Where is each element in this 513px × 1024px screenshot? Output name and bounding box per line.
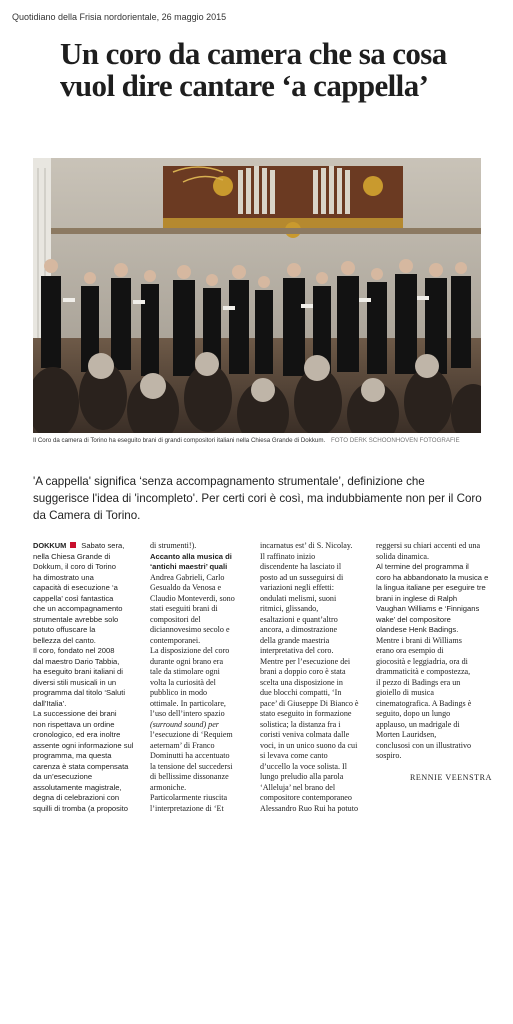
column-line: della grande maestria <box>260 635 330 645</box>
column-line: tale da stimolare ogni <box>150 667 220 676</box>
column-line: La successione dei brani <box>33 709 117 718</box>
column-line: stati eseguiti brani di <box>150 604 218 613</box>
column-line: ancora, a dimostrazione <box>260 625 338 634</box>
column-line: wake’ del compositore <box>376 614 451 624</box>
column-line: ritmici, glissando, <box>260 604 319 613</box>
column-line: gioiello di musica <box>376 688 434 697</box>
column-line: lungo preludio alla parola <box>260 772 344 781</box>
dateline: DOKKUM <box>33 541 67 550</box>
column-line: reggersi su chiari accenti ed una <box>376 541 481 550</box>
column-line: da un’esecuzione <box>33 772 93 781</box>
column-line: conclusosi con un illustrativo <box>376 740 472 750</box>
column-line: Particolarmente riuscita <box>150 793 228 802</box>
column-line: strumentale avrebbe solo <box>33 614 119 624</box>
column-line: nella Chiesa Grande di <box>33 551 111 561</box>
column-line: Il raffinato inizio <box>260 551 316 561</box>
column-line: ottimale. In particolare, <box>150 698 226 708</box>
column-line: Claudio Monteverdi, sono <box>150 593 235 603</box>
column-line: ‘antichi maestri’ quali <box>150 562 228 571</box>
column-line: Dokkum, il coro di Torino <box>33 562 117 571</box>
column-line: applauso, un madrigale di <box>376 719 460 729</box>
column-line: cronologico, ed era inoltre <box>33 730 121 739</box>
column-line: stato eseguito in formazione <box>260 709 352 718</box>
column-line: bellezza del canto. <box>33 635 96 645</box>
column-line: esaltazioni e quant’altro <box>260 614 338 624</box>
column-line: Alessandro Ruo Rui ha potuto <box>260 803 359 813</box>
column-line: compositori del <box>150 614 201 624</box>
column-line: pubblico in modo <box>150 688 208 697</box>
column-line: la tensione del succedersi <box>150 761 233 771</box>
column-line: discendente ha lasciato il <box>260 562 342 571</box>
column-line: diciannovesimo secolo e <box>150 625 230 634</box>
column-line: dall’Italia’. <box>33 698 67 708</box>
column-line: di strumenti!). <box>150 541 197 550</box>
masthead: Quotidiano della Frisia nordorientale, 26 maggio 2015 <box>12 12 227 22</box>
column-line: coro ha abbandonato la musica e <box>376 572 489 582</box>
column-line: Mentre per l’esecuzione dei <box>260 656 351 666</box>
column-line: due blocchi compatti, ‘In <box>260 688 342 697</box>
column-line: programma, ma questa <box>33 751 112 760</box>
article-column-2 <box>150 541 235 814</box>
column-line: si levava come canto <box>260 751 328 760</box>
column-line: Morten Lauridsen, <box>376 730 437 739</box>
column-line: capacità di esecuzione ‘a <box>33 583 118 592</box>
column-line: solida dinamica. <box>376 551 430 561</box>
column-line: di bellissime dissonanze <box>150 772 229 781</box>
column-line: solistica; la distanza fra i <box>260 719 341 729</box>
column-line: Al termine del programma il <box>376 562 469 571</box>
column-line: pace’ di Giuseppe Di Bianco è <box>260 698 359 708</box>
column-line: carenza è stata compensata <box>33 761 129 771</box>
column-line: brani in inglese di Ralph <box>376 593 458 603</box>
column-line: interpretativa del coro. <box>260 646 334 655</box>
column-line: dal maestro Dario Tabbia, <box>33 656 120 666</box>
column-line: ha dimostrato una <box>33 572 94 582</box>
column-line: ondulati melismi, suoni <box>260 593 337 603</box>
column-line: assente ogni informazione sul <box>33 740 134 750</box>
column-line: l’interpretazione di ‘Et <box>150 803 224 813</box>
column-line: diversi stili musicali in un <box>33 677 117 687</box>
column-line: La disposizione del coro <box>150 646 230 655</box>
column-line: (surround sound) per <box>150 719 219 729</box>
choir-photo <box>33 158 481 433</box>
column-line: aeternam’ di Franco <box>150 740 215 750</box>
column-line: Dominutti ha accentuato <box>150 751 230 760</box>
column-line: incarnatus est’ di S. Nicolay. <box>260 541 353 550</box>
article-column-4 <box>376 541 492 783</box>
column-line: coristi veniva colmata dalle <box>260 730 350 739</box>
column-line: drammaticità e compostezza, <box>376 667 471 676</box>
column-line: olandese Henk Badings. <box>376 625 459 634</box>
column-line: Andrea Gabrieli, Carlo <box>150 572 225 582</box>
column-line: giocosità e leggiadria, ora di <box>376 656 468 666</box>
headline: Un coro da camera che sa cosa vuol dire cantare ‘a cappella’ <box>60 36 447 103</box>
column-line: Il coro, fondato nel 2008 <box>33 646 115 655</box>
photo-caption <box>33 437 493 444</box>
column-line: squilli di tromba (a proposito <box>33 803 128 813</box>
lead-paragraph: 'A cappella' significa ‘senza accompagnamento strumentale’, definizione che suggerisce l'idea di 'incompleto'. Per certi cori è così, ma indubbiamente non per il Coro da Camera di Torino. <box>33 475 482 522</box>
column-line: degna di celebrazioni con <box>33 793 120 802</box>
column-line: potuto offuscare la <box>33 625 96 634</box>
column-line: Mentre i brani di Williams <box>376 635 462 645</box>
column-line: il pezzo di Badings era un <box>376 677 461 687</box>
column-line: Vaughan Williams e ‘Finnigans <box>376 604 480 613</box>
column-line: erano ora esempio di <box>376 646 444 655</box>
column-line: programma dal titolo ‘Saluti <box>33 688 126 697</box>
photo-credit: FOTO DERK SCHOONHOVEN FOTOGRAFIE <box>330 437 460 444</box>
column-line: compositore contemporaneo <box>260 793 352 802</box>
column-line: armoniche. <box>150 782 187 792</box>
column-line: Sabato sera, <box>81 541 125 550</box>
article-column-3 <box>260 541 359 814</box>
column-line: volta la curiosità del <box>150 677 216 687</box>
column-line: che un accompagnamento <box>33 604 123 613</box>
column-line: variazioni negli effetti: <box>260 583 335 592</box>
column-line: sospiro. <box>376 751 402 760</box>
column-line: l’uso dell’intero spazio <box>150 709 225 718</box>
column-line: posto ad un susseguirsi di <box>260 572 344 582</box>
article-column-1 <box>33 541 133 814</box>
column-line: brani a doppio coro è stata <box>260 667 346 676</box>
column-line: Accanto alla musica di <box>150 551 232 561</box>
column-line: d’uccello la voce solista. Il <box>260 761 347 771</box>
column-line: voci, in un unico suono da cui <box>260 740 358 750</box>
column-line: la lingua italiane per eseguire tre <box>376 583 486 592</box>
column-line: ‘Alleluja’ nel brano del <box>260 782 336 792</box>
column-line: scelta una disposizione in <box>260 677 343 687</box>
column-line: assolutamente magistrale, <box>33 782 122 792</box>
column-line: contemporanei. <box>150 635 201 645</box>
column-line: non rispettava un ordine <box>33 719 115 729</box>
column-line: seguito, dopo un lungo <box>376 709 451 718</box>
column-line: l’esecuzione di ‘Requiem <box>150 730 233 739</box>
author-byline: RENNIE VEENSTRA <box>410 772 492 782</box>
column-line: ha eseguito brani italiani di <box>33 667 123 676</box>
column-line: cappella’ così fantastica <box>33 593 114 603</box>
dateline-marker-icon <box>70 542 76 548</box>
column-line: cinematografica. A Badings è <box>376 698 472 708</box>
caption-text: Il Coro da camera di Torino ha eseguito brani di grandi compositori italiani nella Chiesa Grande di Dokkum. <box>33 437 326 444</box>
column-line: durante ogni brano era <box>150 656 224 666</box>
column-line: Gesualdo da Venosa e <box>150 583 222 592</box>
